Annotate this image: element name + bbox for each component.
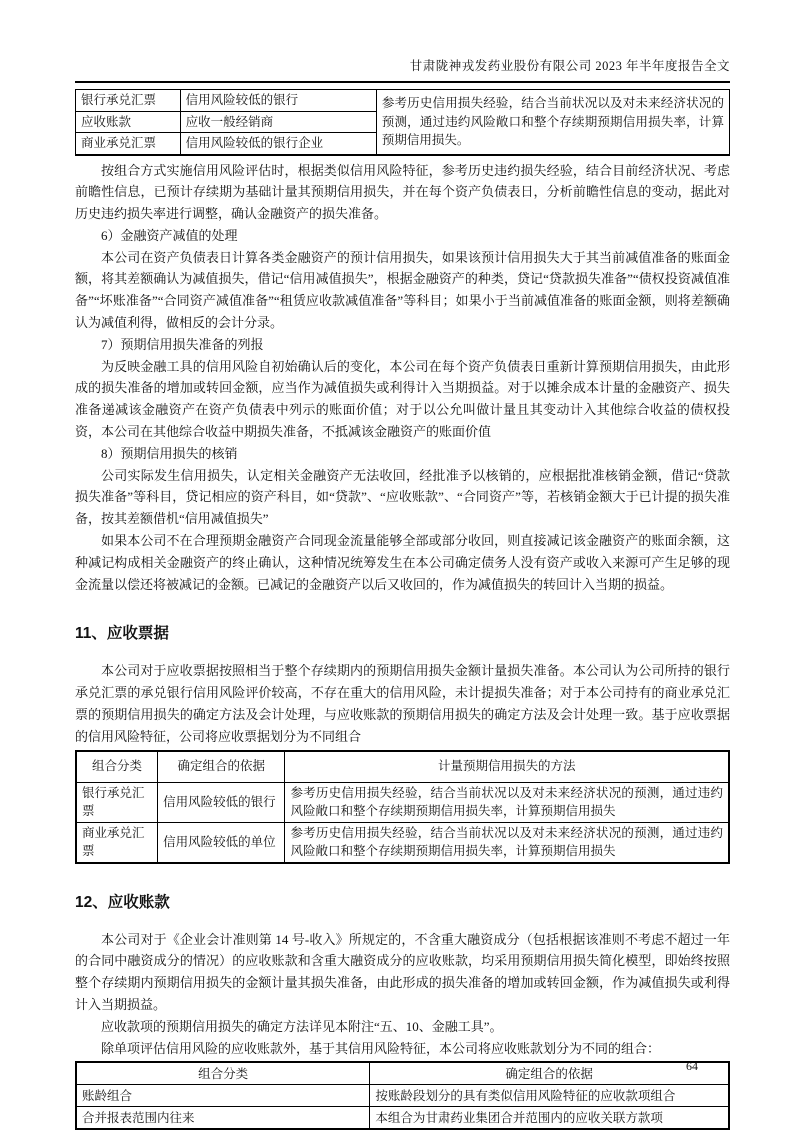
page-number: 64 — [686, 1059, 698, 1073]
column-header: 计量预期信用损失的方法 — [285, 751, 729, 783]
portfolio-category-cell: 账龄组合 — [76, 1085, 370, 1107]
subsection-heading-7: 7）预期信用损失准备的列报 — [101, 336, 264, 352]
paragraph: 本公司对于应收票据按照相当于整个存续期内的预期信用损失金额计量损失准备。本公司认为公司所持的银行承兑汇票的承兑银行信用风险评价较高，不存在重大的信用风险，未计提损失准备；对于本公司持有的商业承兑汇票的预期信用损失的确定方法及会计处理，与应收账款的预期信用损失的确定方法及会计处理一致。基于应收票据的信用风险特征，公司将应收票据划分为不同组合 — [75, 663, 730, 744]
credit-risk-portfolio-table-continued — [75, 89, 730, 156]
portfolio-basis-cell: 按账龄段划分的具有类似信用风险特征的应收款项组合 — [370, 1085, 729, 1107]
portfolio-basis-cell: 本组合为甘肃药业集团合并范围内的应收关联方款项 — [370, 1107, 729, 1130]
section-11-heading: 11、应收票据 — [75, 625, 169, 643]
column-header: 确定组合的依据 — [370, 1062, 729, 1085]
portfolio-category-cell: 合并报表范围内往来 — [76, 1107, 370, 1130]
subsection-heading-8: 8）预期信用损失的核销 — [101, 445, 238, 461]
page-header-title: 甘肃陇神戎发药业股份有限公司 2023 年半年度报告全文 — [75, 56, 730, 83]
table-row — [76, 822, 729, 863]
paragraph: 如果本公司不在合理预期金融资产合同现金流量能够全部或部分收回，则直接减记该金融资产的账面余额，这种减记构成相关金融资产的终止确认，这种情况统筹发生在本公司确定债务人没有资产或收入来源可产生足够的现金流量以偿还将被减记的金额。已减记的金融资产以后又收回的，作为减值损失的转回计入当期的损益。 — [75, 533, 730, 592]
paragraph: 按组合方式实施信用风险评估时，根据类似信用风险特征，参考历史违约损失经验，结合目前经济状况、考虑前瞻性信息，已预计存续期为基础计量其预期信用损失，并在每个资产负债表日，分析前瞻性信息的变动，据此对历史违约损失率进行调整，确认金融资产的损失准备。 — [75, 162, 730, 222]
paragraph: 为反映金融工具的信用风险自初始确认后的变化，本公司在每个资产负债表日重新计算预期信用损失，由此形成的损失准备的增加或转回金额，应当作为减值损失或利得计入当期损益。对于以摊余成本计量的金融资产、损失准备递减该金融资产在资产负债表中列示的账面价值；对于以公允叫做计量且其变动计入其他综合收益的债权投资，本公司在其他综合收益中期损失准备，不抵减该金融资产的账面价值 — [75, 358, 730, 440]
table-row — [76, 1107, 729, 1130]
paragraph: 本公司对于《企业会计准则第 14 号-收入》所规定的，不含重大融资成分（包括根据该准则不考虑不超过一年的合同中融资成分的情况）的应收账款和含重大融资成分的应收账款，均采用预期信用损失简化模型，即始终按照整个存续期内预期信用损失的金额计量其损失准备，由此形成的损失准备的增加或转回金额，作为减值损失或利得计入当期损益。 — [75, 931, 730, 1013]
portfolio-basis-cell: 信用风险较低的单位 — [158, 822, 285, 863]
table-row — [76, 782, 729, 822]
portfolio-category-cell: 应收账款 — [76, 111, 181, 133]
section-12-heading: 12、应收账款 — [75, 893, 170, 911]
portfolio-category-cell: 银行承兑汇票 — [76, 90, 181, 112]
portfolio-method-cell: 参考历史信用损失经验，结合当前状况以及对未来经济状况的预测，通过违约风险敞口和整个存续期预期信用损失率，计算预期信用损失 — [285, 822, 729, 863]
table-header-row — [76, 1062, 729, 1085]
paragraph: 应收款项的预期信用损失的确定方法详见本附注“五、10、金融工具”。 — [101, 1018, 503, 1034]
table-row — [76, 1085, 729, 1107]
portfolio-category-cell: 银行承兑汇票 — [76, 782, 158, 822]
portfolio-basis-cell: 信用风险较低的银行 — [158, 782, 285, 822]
portfolio-category-cell: 商业承兑汇票 — [76, 822, 158, 863]
portfolio-category-cell: 商业承兑汇票 — [76, 133, 181, 155]
table-row — [76, 90, 730, 112]
portfolio-method-cell: 参考历史信用损失经验，结合当前状况以及对未来经济状况的预测，通过违约风险敞口和整个存续期预期信用损失率，计算预期信用损失。 — [376, 90, 729, 155]
portfolio-basis-cell: 应收一般经销商 — [180, 111, 376, 133]
table-header-row — [76, 751, 729, 783]
portfolio-basis-cell: 信用风险较低的银行 — [180, 90, 376, 112]
paragraph: 公司实际发生信用损失，认定相关金融资产无法收回，经批准予以核销的，应根据批准核销金额，借记“贷款损失准备”等科目，贷记相应的资产科目，如“贷款”、“应收账款”、“合同资产”等，若核销金额大于已计提的损失准备，按其差额借机“信用减值损失” — [75, 467, 730, 527]
portfolio-basis-cell: 信用风险较低的银行企业 — [180, 133, 376, 155]
subsection-heading-6: 6）金融资产减值的处理 — [101, 227, 238, 243]
column-header: 确定组合的依据 — [158, 751, 285, 783]
accounts-receivable-portfolio-table — [75, 1061, 730, 1130]
notes-receivable-portfolio-table — [75, 750, 730, 864]
column-header: 组合分类 — [76, 751, 158, 783]
portfolio-method-cell: 参考历史信用损失经验，结合当前状况以及对未来经济状况的预测，通过违约风险敞口和整个存续期预期信用损失率，计算预期信用损失 — [285, 782, 729, 822]
paragraph: 除单项评估信用风险的应收账款外，基于其信用风险特征，本公司将应收账款划分为不同的组合： — [101, 1040, 661, 1056]
paragraph: 本公司在资产负债表日计算各类金融资产的预计信用损失，如果该预计信用损失大于其当前减值准备的账面金额，将其差额确认为减值损失，借记“信用减值损失”，根据金融资产的种类，贷记“贷款损失准备”“债权投资减值准备”“坏账准备”“合同资产减值准备”“租赁应收款减值准备”等科目；如果小于当前减值准备的账面金额，则将差额确认为减值利得，做相反的会计分录。 — [75, 249, 730, 331]
column-header: 组合分类 — [76, 1062, 370, 1085]
